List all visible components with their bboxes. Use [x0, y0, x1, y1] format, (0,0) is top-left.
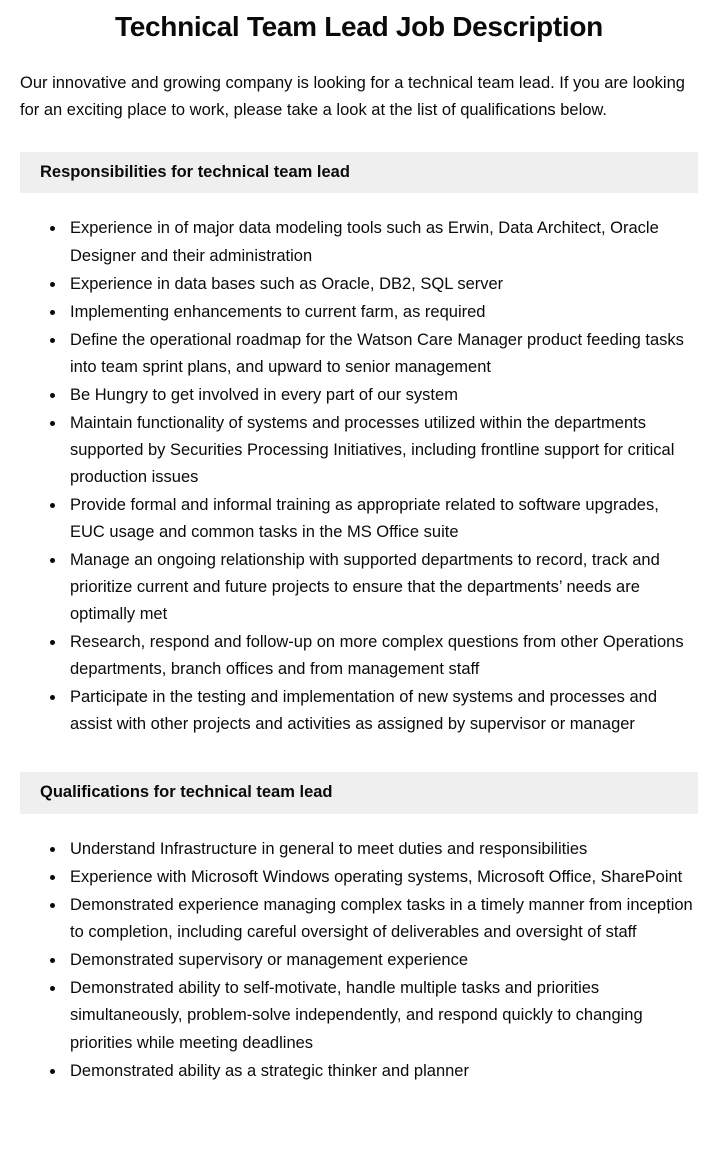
list-item: • Maintain functionality of systems and processes utilized within the departments supported by Securities Processing Initiatives, including frontline support for critical production issues — [66, 410, 698, 491]
responsibilities-section-header — [20, 152, 698, 194]
page-title: Technical Team Lead Job Description — [115, 11, 603, 42]
list-item: • Define the operational roadmap for the Watson Care Manager product feeding tasks into team sprint plans, and upward to senior management — [66, 327, 698, 381]
qualifications-section-heading: Qualifications for technical team lead — [40, 783, 333, 802]
list-item: • Demonstrated ability as a strategic thinker and planner — [66, 1058, 698, 1085]
qualifications-section-header — [20, 772, 698, 814]
list-item: • Manage an ongoing relationship with supported departments to record, track and prioritize current and future projects to ensure that the departments’ needs are optimally met — [66, 547, 698, 628]
responsibilities-bullet-list — [20, 215, 698, 738]
list-item: • Demonstrated ability to self-motivate, handle multiple tasks and priorities simultaneously, problem-solve independently, and respond quickly to changing priorities while meeting deadlines — [66, 975, 698, 1056]
qualifications-bullet-list — [20, 836, 698, 1084]
list-item: • Experience in of major data modeling tools such as Erwin, Data Architect, Oracle Designer and their administration — [66, 215, 698, 269]
list-item: • Implementing enhancements to current farm, as required — [66, 299, 698, 326]
list-item: • Understand Infrastructure in general to meet duties and responsibilities — [66, 836, 698, 863]
responsibilities-section-heading: Responsibilities for technical team lead — [40, 162, 350, 181]
responsibilities-section — [20, 152, 698, 739]
intro-paragraph: Our innovative and growing company is looking for a technical team lead. If you are looking for an exciting place to work, please take a look at the list of qualifications below. — [20, 73, 685, 119]
list-item: • Participate in the testing and implementation of new systems and processes and assist with other projects and activities as assigned by supervisor or manager — [66, 684, 698, 738]
list-item: • Provide formal and informal training as appropriate related to software upgrades, EUC usage and common tasks in the MS Office suite — [66, 492, 698, 546]
list-item: • Research, respond and follow-up on more complex questions from other Operations departments, branch offices and from management staff — [66, 629, 698, 683]
list-item: • Experience with Microsoft Windows operating systems, Microsoft Office, SharePoint — [66, 864, 698, 891]
qualifications-section — [20, 772, 698, 1084]
list-item: • Be Hungry to get involved in every part of our system — [66, 382, 698, 409]
list-item: • Demonstrated experience managing complex tasks in a timely manner from inception to completion, including careful oversight of deliverables and oversight of staff — [66, 892, 698, 946]
list-item: • Demonstrated supervisory or management experience — [66, 947, 698, 974]
list-item: • Experience in data bases such as Oracle, DB2, SQL server — [66, 271, 698, 298]
